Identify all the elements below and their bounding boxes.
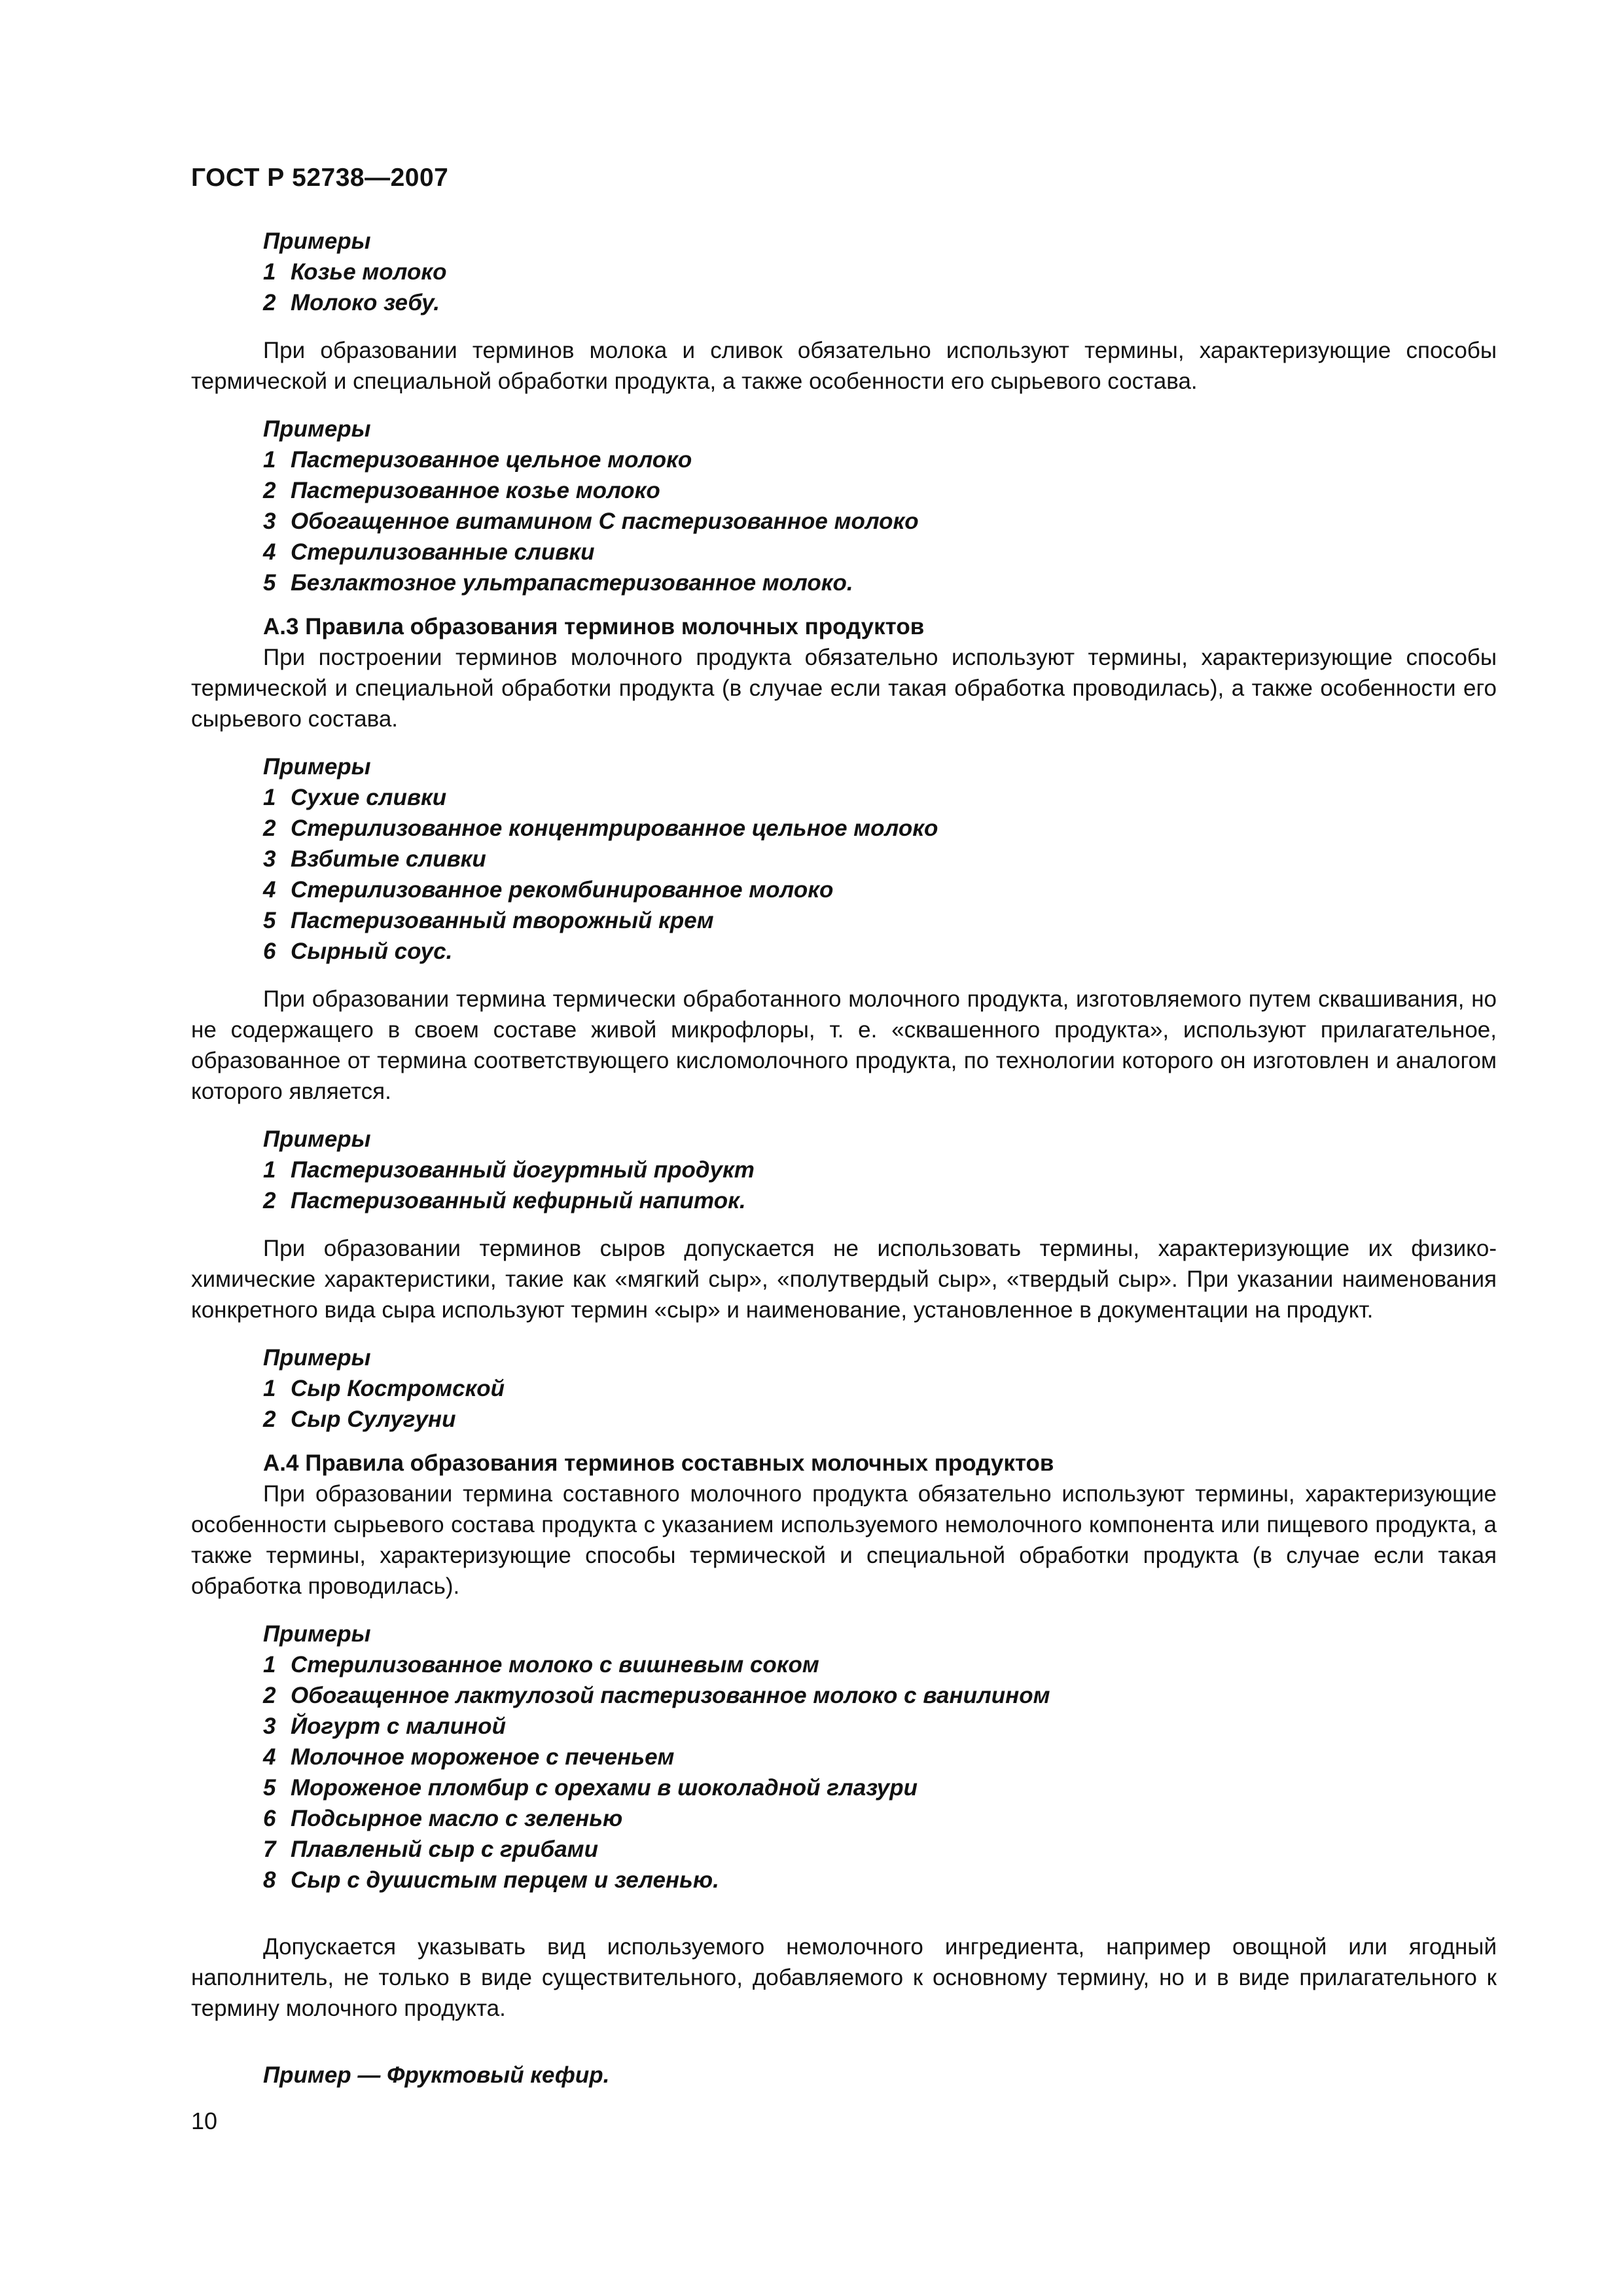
- paragraph: При построении терминов молочного продукта обязательно используют термины, характеризующие способы термической и специальной обработки продукта (в случае если такая обработка проводилась), а также особенности его сырьевого состава.: [191, 645, 1497, 732]
- examples-block: [191, 226, 1497, 318]
- final-example: Пример — Фруктовый кефир.: [263, 2062, 610, 2088]
- paragraph: При образовании термина термически обработанного молочного продукта, изготовляемого путем сквашивания, но не содержащего в своем составе живой микрофлоры, т. е. «сквашенного продукта», используют прилагательное, образованное от термина соответствующего кисломолочного продукта, по технологии которого он изготовлен и аналогом которого является.: [191, 986, 1497, 1104]
- list-item: 1 Пастеризованное цельное молоко: [263, 447, 692, 473]
- list-item: 3 Обогащенное витамином С пастеризованное молоко: [263, 509, 919, 534]
- examples-title: Примеры: [263, 228, 371, 254]
- examples-title: Примеры: [263, 416, 371, 442]
- list-item: 5 Безлактозное ультрапастеризованное молоко.: [263, 570, 853, 596]
- list-item: 6 Сырный соус.: [263, 939, 453, 964]
- list-item: 3 Йогурт с малиной: [263, 1713, 506, 1739]
- examples-block: [191, 1124, 1497, 1216]
- list-item: 4 Молочное мороженое с печеньем: [263, 1744, 675, 1770]
- examples-title: Примеры: [263, 754, 371, 780]
- paragraph: При образовании терминов сыров допускается не использовать термины, характеризующие их физико-химические характеристики, такие как «мягкий сыр», «полутвердый сыр», «твердый сыр». При указании наименования конкретного вида сыра используют термин «сыр» и наименование, установленное в документации на продукт.: [191, 1236, 1497, 1323]
- list-item: 4 Стерилизованное рекомбинированное молоко: [263, 877, 834, 903]
- list-item: 2 Стерилизованное концентрированное цельное молоко: [263, 816, 938, 841]
- list-item: 2 Молоко зебу.: [263, 290, 440, 315]
- document-code: ГОСТ Р 52738—2007: [191, 164, 449, 192]
- list-item: 8 Сыр с душистым перцем и зеленью.: [263, 1867, 719, 1893]
- list-item: 1 Козье молоко: [263, 259, 447, 285]
- examples-block: [191, 1342, 1497, 1435]
- list-item: 1 Стерилизованное молоко с вишневым соком: [263, 1652, 819, 1677]
- list-item: 5 Пастеризованный творожный крем: [263, 908, 714, 933]
- section-heading: А.3 Правила образования терминов молочных продуктов: [263, 614, 925, 639]
- section-heading: А.4 Правила образования терминов составных молочных продуктов: [263, 1450, 1054, 1476]
- examples-title: Примеры: [263, 1621, 371, 1647]
- paragraph: Допускается указывать вид используемого немолочного ингредиента, например овощной или ягодный наполнитель, не только в виде существительного, добавляемого к основному термину, но и в виде прилагательного к термину молочного продукта.: [191, 1934, 1497, 2021]
- list-item: 1 Сыр Костромской: [263, 1376, 505, 1401]
- page-content: [191, 226, 1497, 2090]
- list-item: 5 Мороженое пломбир с орехами в шоколадной глазури: [263, 1775, 918, 1801]
- examples-block: [191, 414, 1497, 598]
- list-item: 2 Пастеризованное козье молоко: [263, 478, 660, 503]
- examples-block: [191, 751, 1497, 967]
- list-item: 7 Плавленый сыр с грибами: [263, 1837, 598, 1862]
- list-item: 2 Пастеризованный кефирный напиток.: [263, 1188, 746, 1213]
- list-item: 2 Обогащенное лактулозой пастеризованное молоко с ванилином: [263, 1683, 1050, 1708]
- list-item: 1 Сухие сливки: [263, 785, 447, 810]
- examples-title: Примеры: [263, 1345, 371, 1371]
- list-item: 2 Сыр Сулугуни: [263, 1407, 456, 1432]
- paragraph: При образовании терминов молока и сливок обязательно используют термины, характеризующие способы термической и специальной обработки продукта, а также особенности его сырьевого состава.: [191, 338, 1497, 394]
- examples-block: [191, 1619, 1497, 1895]
- page-number: 10: [191, 2108, 218, 2134]
- paragraph: При образовании термина составного молочного продукта обязательно используют термины, характеризующие особенности сырьевого состава продукта с указанием используемого немолочного компонента или пищевого продукта, а также термины, характеризующие способы термической и специальной обработки продукта (в случае если такая обработка проводилась).: [191, 1481, 1497, 1599]
- list-item: 6 Подсырное масло с зеленью: [263, 1806, 623, 1831]
- list-item: 3 Взбитые сливки: [263, 846, 486, 872]
- list-item: 1 Пастеризованный йогуртный продукт: [263, 1157, 755, 1183]
- list-item: 4 Стерилизованные сливки: [263, 539, 595, 565]
- examples-title: Примеры: [263, 1126, 371, 1152]
